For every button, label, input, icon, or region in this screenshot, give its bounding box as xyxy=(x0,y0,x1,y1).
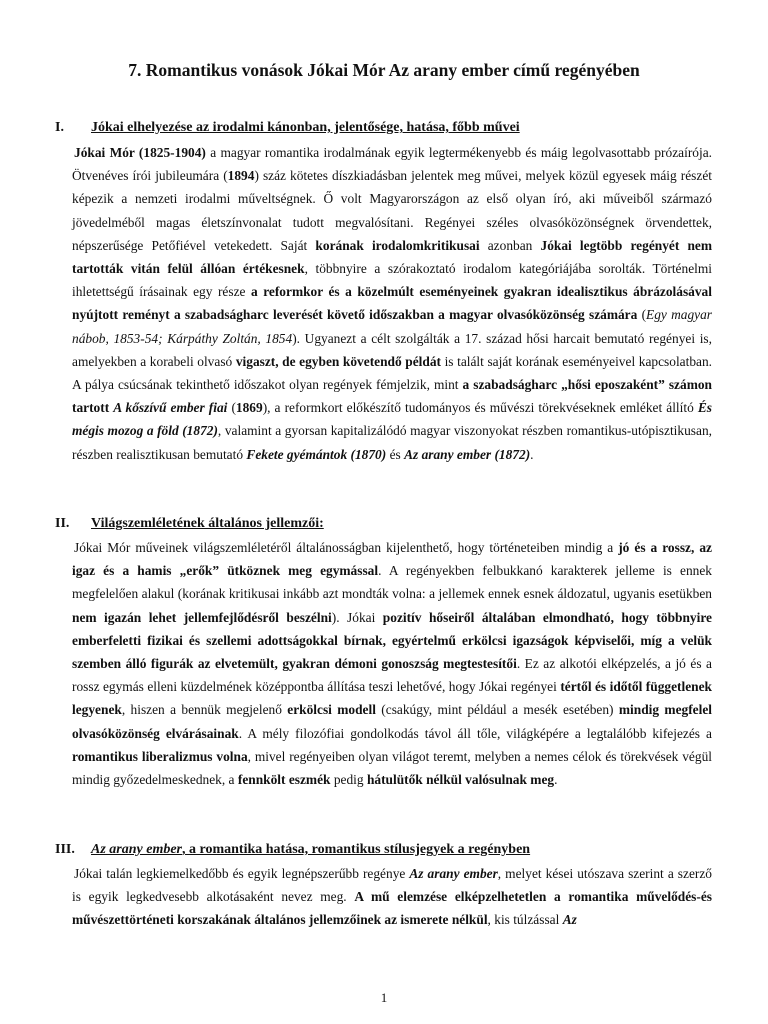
text-run: , többnyire a szórakoztató irodalom kategóriájába sorolták. Történelmi ihletettségű írásainak egy része xyxy=(72,261,712,300)
text-run: . xyxy=(554,772,558,788)
text-run: , melyet kései utószava szerint a szerző is egyik legkedvesebb alkotásaként nevez meg. xyxy=(72,866,712,905)
section-1-paragraph xyxy=(72,141,712,466)
text-run: . xyxy=(530,446,534,462)
section-1-title: Jókai elhelyezése az irodalmi kánonban, jelentősége, hatása, főbb művei xyxy=(91,120,520,135)
text-run: korának irodalomkritikusai xyxy=(315,237,480,253)
text-run: , kis túlzással xyxy=(487,912,563,928)
text-run: , hiszen a bennük megjelenő xyxy=(121,702,288,718)
text-run: hátulütők nélkül valósulnak meg xyxy=(366,772,555,788)
text-run: A mű elemzése elképzelhetetlen a romantika művelődés-és művészettörténeti korszakának általános jellemzőinek az ismerete nélkül xyxy=(72,889,712,928)
text-run: Jókai Mór műveinek világszemléletéről általánosságban kijelenthető, hogy történeteiben mindig a xyxy=(74,540,619,555)
text-run: Jókai Mór (1825-1904) xyxy=(74,145,206,160)
text-run: is talált saját korának eseményeivel kapcsolatban. A pálya csúcsának tekinthető időszakot olyan regények fémjelzik, mint xyxy=(72,353,713,393)
text-run: Az arany ember (1872) xyxy=(404,446,531,462)
text-run: 1869 xyxy=(235,400,263,416)
text-run: a reformkor és a közelmúlt eseményeinek gyakran idealisztikus ábrázolásával nyújtott reményt a szabadságharc leverését követő időszakban a magyar olvasóközönség számára xyxy=(72,284,712,323)
text-run: jó és a rossz, az igaz és a hamis „erők” ütköznek meg egymással xyxy=(72,540,712,579)
text-run: Az xyxy=(562,912,577,928)
text-run: A kőszívű ember fiai xyxy=(113,400,228,416)
text-run: Egy magyar nábob, 1853-54; Kárpáthy Zoltán, 1854 xyxy=(72,307,712,346)
text-run: erkölcsi modell xyxy=(287,702,376,718)
text-run: . A mély filozófiai gondolkodás távol áll tőle, világképére a legtalálóbb kifejezés a xyxy=(238,725,712,741)
text-run: a szabadságharc „hősi eposzaként” számon tartott xyxy=(72,377,712,416)
section-3-number: III. xyxy=(55,842,75,857)
page-title: 7. Romantikus vonások Jókai Mór Az arany ember című regényében xyxy=(128,60,640,80)
text-run: Jókai talán legkiemelkedőbb és egyik legnépszerűbb regénye xyxy=(74,866,410,881)
text-run: a magyar romantika irodalmának egyik legtermékenyebb és máig legolvasottabb prózaírója. Ötvenéves írói jubileumára ( xyxy=(72,145,712,184)
text-run: ), a reformkort előkészítő tudományos és művészi törekvéseknek emléket állító xyxy=(262,400,698,416)
section-3-heading xyxy=(55,842,530,858)
section-2-number: II. xyxy=(55,516,70,531)
text-run: fennkölt eszmék xyxy=(237,772,331,788)
text-run: mindig megfelel olvasóközönség elvárásainak xyxy=(72,702,712,741)
text-run: ( xyxy=(227,400,236,416)
text-run: pozitív hőseiről általában elmondható, hogy többnyire emberfeletti fizikai és szellemi adottságokkal bírnak, egyértelmű erkölcsi igazságok képviselői, míg a velük szemben álló figurák az elvetemült, gyakran démoni gonoszság megtestesítői xyxy=(72,609,712,672)
text-run: tértől és időtől függetlenek legyenek xyxy=(72,679,712,718)
text-run: és xyxy=(386,446,405,462)
section-1-number: I. xyxy=(55,120,64,135)
section-2-paragraph xyxy=(72,536,712,791)
section-3-title-italic: Az arany ember xyxy=(91,842,182,857)
text-run: romantikus liberalizmus volna xyxy=(72,748,248,764)
text-run: ( xyxy=(637,307,647,323)
text-run: Jókai legtöbb regényét nem tartották vitán felül állóan értékesnek xyxy=(72,237,712,277)
text-run: 1894 xyxy=(227,168,255,184)
text-run: . A regényekben felbukkanó karakterek jelleme is ennek megfelelően alakul (korának kritikusai inkább azt mondták volna: a jellemek ennek esnek áldozatul, ugyanis esetükben xyxy=(72,563,712,602)
text-run: Az arany ember xyxy=(409,866,498,881)
section-3-paragraph xyxy=(72,862,712,932)
text-run: pedig xyxy=(330,772,367,788)
section-1-heading xyxy=(55,120,520,136)
text-run: ) száz kötetes díszkiadásban jelentek meg művei, melyek közül egyesek máig részét képezik a nemzeti irodalmi műveltségnek. Ő volt Magyarországon az első olyan író, aki műveiből származó jövedelméből magas életszínvonalat tudott megvalósítani. Regényei széles olvasóközönségnek örvendettek, népszerűsége Petőfiével vetekedett. Saját xyxy=(72,168,712,253)
text-run: . Ez az alkotói elképzelés, a jó és a rossz egymás elleni küzdelmének középpontba állítása teszi lehetővé, hogy Jókai regényei xyxy=(72,656,712,695)
text-run: Fekete gyémántok (1870) xyxy=(246,446,387,462)
text-run: azonban xyxy=(479,237,541,253)
page-number: 1 xyxy=(380,990,388,1005)
section-2-heading xyxy=(55,516,324,532)
text-run: , valamint a gyorsan kapitalizálódó magyar viszonyokat részben romantikus-utópisztikusan, részben realisztikusan bemutató xyxy=(72,423,712,462)
text-run: (csakúgy, mint például a mesék esetében) xyxy=(375,702,619,718)
text-run: , mivel regényeiben olyan világot teremt, melyben a nemes célok és törekvések végül mindig győzedelmeskednek, a xyxy=(72,748,712,788)
text-run: ). Ugyanezt a célt szolgálták a 17. század hősi harcait bemutató regényei is, amelyekben a korabeli olvasó xyxy=(72,330,712,369)
section-3-title: , a romantika hatása, romantikus stílusjegyek a regényben xyxy=(182,842,531,857)
text-run: ). Jókai xyxy=(331,609,383,625)
section-2-title: Világszemléletének általános jellemzői: xyxy=(91,516,324,531)
text-run: nem igazán lehet jellemfejlődésről beszélni xyxy=(72,609,332,625)
text-run: vigaszt, de egyben követendő példát xyxy=(235,353,441,369)
text-run: És mégis mozog a föld (1872) xyxy=(72,400,713,439)
